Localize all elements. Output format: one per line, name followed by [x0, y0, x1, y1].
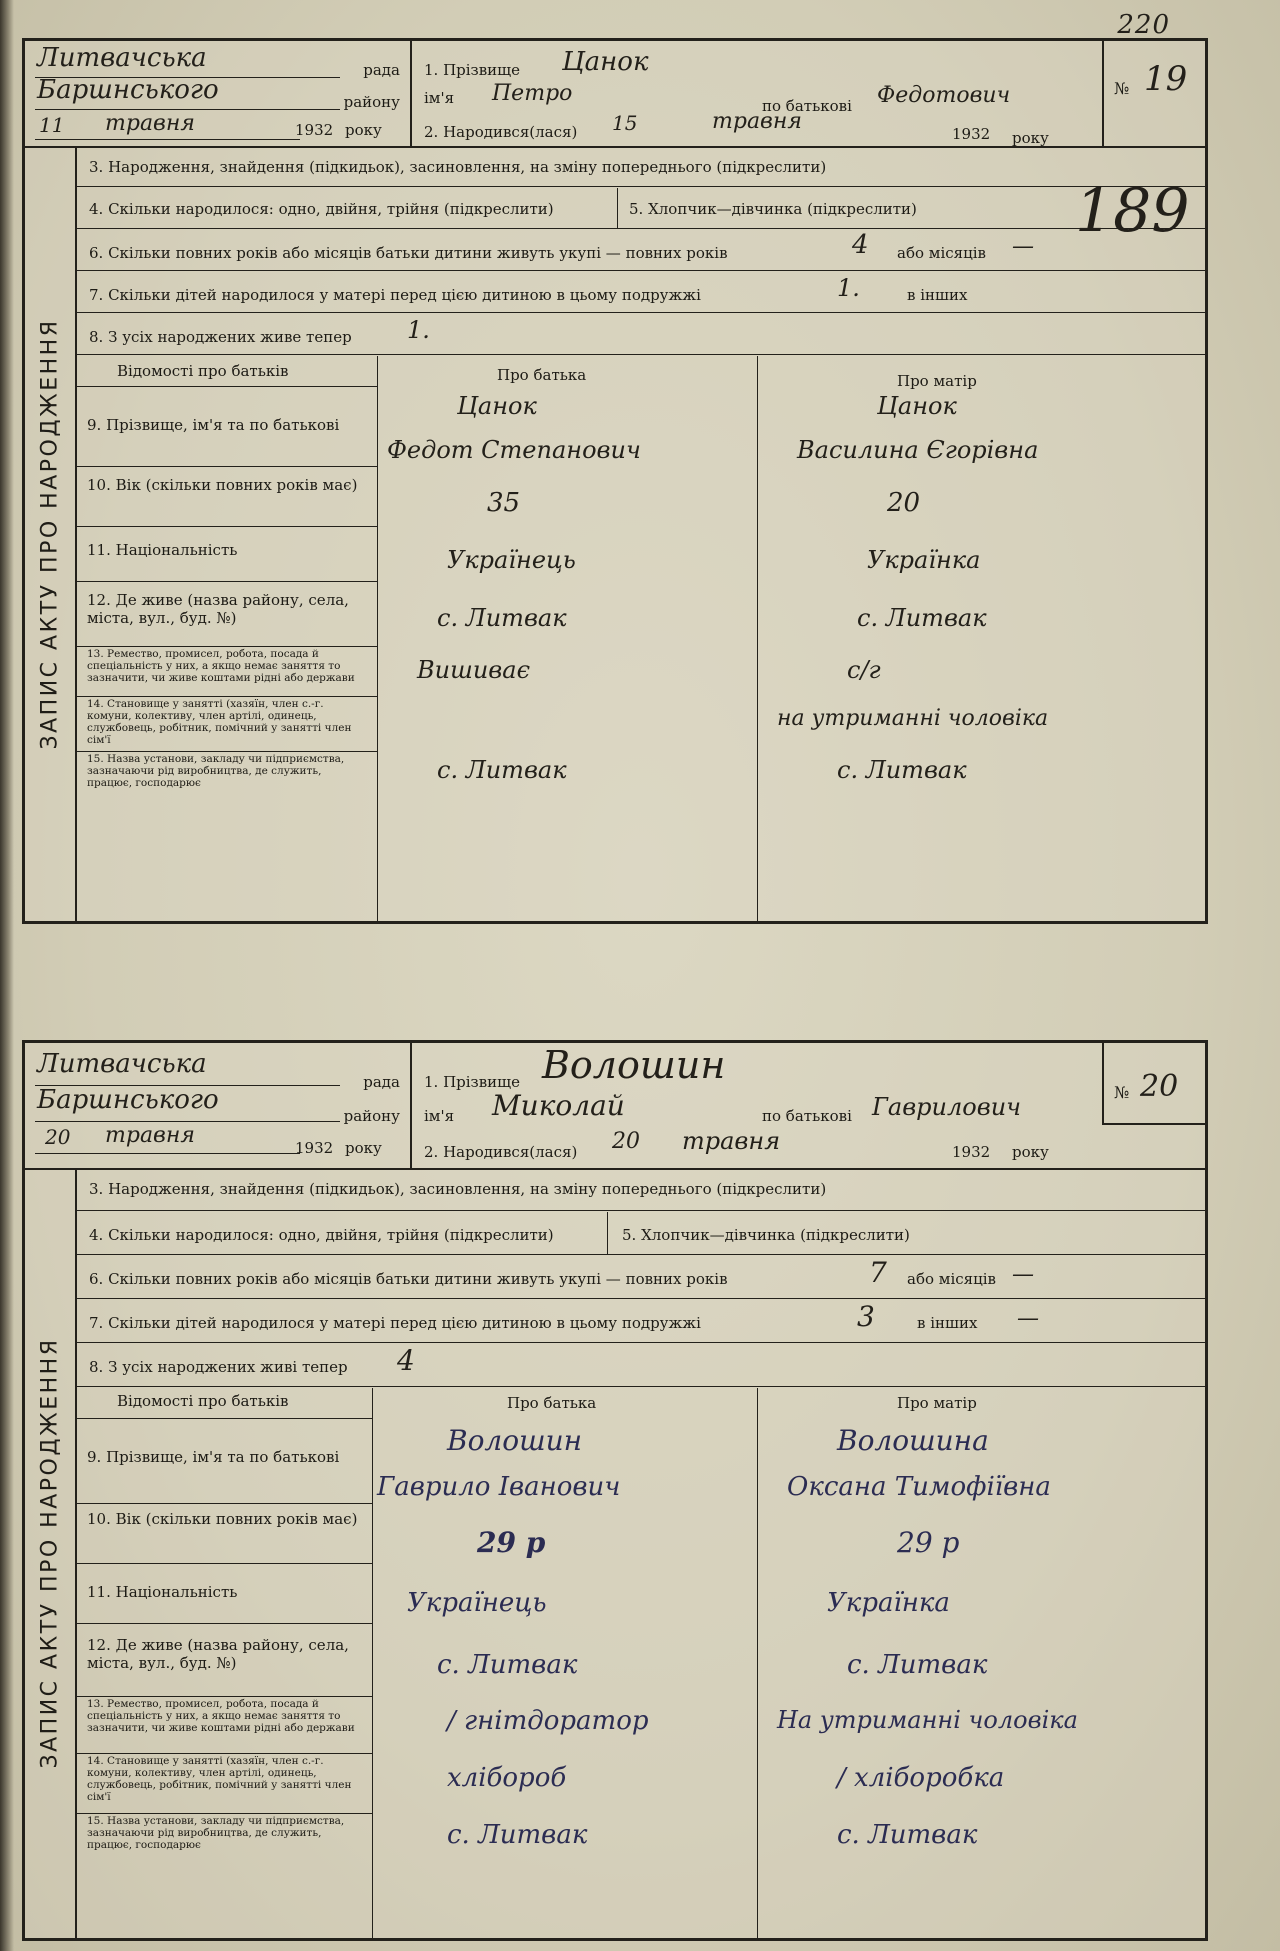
mother-residence: с. Литвак: [847, 1650, 988, 1680]
parents-table: [77, 1388, 1205, 1938]
q10-label: 10. Вік (скільки повних років має): [87, 476, 358, 494]
row-4: [77, 1212, 1205, 1255]
row-3: [77, 1168, 1205, 1211]
q14-label: 14. Становище у занятті (хазяїн, член с.-г. комуни, колективу, член артілі, одинець, службовець, робітник, помічний у занятті член сім'ї: [87, 698, 352, 746]
q13-rule: [77, 646, 377, 647]
row-4-divider: [607, 1212, 608, 1254]
surname-handwritten: Цанок: [562, 47, 649, 77]
record-number-block: [1102, 1043, 1205, 1125]
council-label: рада: [363, 1073, 400, 1091]
q15-rule: [77, 1813, 372, 1814]
father-age: 35: [487, 488, 521, 518]
q9-label: 9. Прізвище, ім'я та по батькові: [87, 1448, 340, 1466]
father-nationality: Українець: [447, 546, 576, 574]
father-nationality: Українець: [407, 1588, 547, 1618]
q12-label: 12. Де живе (назва району, села, міста, вул., буд. №): [87, 1636, 349, 1672]
row-8: [77, 1344, 1205, 1387]
col-head-father: Про батька: [497, 366, 587, 384]
mother-nationality: Українка: [827, 1588, 950, 1618]
father-workplace: с. Литвак: [447, 1820, 588, 1850]
name-handwritten: Миколай: [492, 1089, 625, 1122]
q11-label: 11. Національність: [87, 1583, 238, 1601]
date-day-handwritten: 20: [45, 1125, 71, 1149]
father-name: Федот Степанович: [387, 436, 641, 464]
date-month-handwritten: травня: [105, 1123, 195, 1148]
q13-label: 13. Ремество, промисел, робота, посада й спеціальність у них, а якщо немає заняття то зазначити, чи живе коштами рідні або держави: [87, 648, 355, 684]
q14-rule: [77, 1753, 372, 1754]
district-label: району: [343, 1107, 400, 1125]
line-6-months-label: або місяців: [907, 1270, 996, 1288]
side-title: ЗАПИС АКТУ ПРО НАРОДЖЕННЯ: [37, 318, 63, 749]
born-year: 1932: [952, 125, 991, 143]
line-3-text: 3. Народження, знайдення (підкидьок), засиновлення, на зміну попереднього (підкреслити): [89, 1180, 827, 1198]
col-head-mother: Про матір: [897, 372, 977, 390]
mother-name: Василина Єгорівна: [797, 436, 1039, 464]
mother-surname: Цанок: [877, 392, 957, 420]
born-day-handwritten: 15: [612, 111, 638, 135]
mother-name: Оксана Тимофіївна: [787, 1472, 1051, 1502]
record-number-label: №: [1114, 1083, 1130, 1102]
line-5-text: 5. Хлопчик—дівчинка (підкреслити): [622, 1226, 910, 1244]
mother-residence: с. Литвак: [857, 604, 987, 632]
q14-rule: [77, 696, 377, 697]
q11-rule: [77, 1563, 372, 1564]
date-line: [35, 1153, 300, 1154]
mother-age: 29 р: [897, 1526, 960, 1559]
line-7-other-handwritten: —: [1017, 1306, 1039, 1331]
record-number-block: [1102, 41, 1205, 146]
line-3-text: 3. Народження, знайдення (підкидьок), засиновлення, на зміну попереднього (підкреслити): [89, 158, 827, 176]
q11-rule: [77, 526, 377, 527]
date-month-handwritten: травня: [105, 111, 195, 136]
line-6-text: 6. Скільки повних років або місяців батьки дитини живуть укупі — повних років: [89, 1270, 728, 1288]
mother-status: / хліборобка: [837, 1763, 1005, 1793]
q12-rule: [77, 1623, 372, 1624]
q15-rule: [77, 751, 377, 752]
born-day-handwritten: 20: [612, 1129, 640, 1154]
parents-col-divider-1: [372, 1388, 373, 1938]
date-suffix: року: [345, 1139, 382, 1157]
father-residence: с. Литвак: [437, 604, 567, 632]
name-label: ім'я: [424, 1107, 455, 1125]
born-label: 2. Народився(лася): [424, 123, 578, 141]
record-header: [25, 41, 1205, 148]
patronymic-handwritten: Гаврилович: [872, 1093, 1022, 1121]
record-number-handwritten: 19: [1144, 59, 1188, 99]
line-6-text: 6. Скільки повних років або місяців батьки дитини живуть укупі — повних років: [89, 244, 728, 262]
row-3: [77, 146, 1205, 187]
district-handwritten: Баршнського: [37, 75, 219, 105]
row-7: [77, 272, 1205, 313]
q15-label: 15. Назва установи, закладу чи підприємства, зазначаючи рід виробництва, де служить, працює, господарює: [87, 1815, 345, 1851]
name-handwritten: Петро: [492, 81, 573, 106]
mother-occupation: На утриманні чоловіка: [777, 1706, 1078, 1734]
child-identity-block: [412, 1043, 1102, 1168]
col-head-father: Про батька: [507, 1394, 597, 1412]
parents-col-divider-2: [757, 356, 758, 921]
mother-occupation: с/г: [847, 656, 881, 684]
father-workplace: с. Литвак: [437, 756, 567, 784]
line-8-text: 8. З усіх народжених живі тепер: [89, 1358, 348, 1376]
line-4-text: 4. Скільки народилося: одно, двійня, трійня (підкреслити): [89, 200, 554, 218]
born-month-handwritten: травня: [712, 109, 802, 134]
born-suffix: року: [1012, 1143, 1049, 1161]
registry-office-block: [25, 41, 412, 146]
line-6-years-handwritten: 4: [852, 230, 869, 260]
father-surname: Волошин: [447, 1424, 583, 1457]
father-name: Гаврило Іванович: [377, 1472, 621, 1502]
q9-rule: [77, 1418, 372, 1419]
q9-label: 9. Прізвище, ім'я та по батькові: [87, 416, 340, 434]
child-identity-block: [412, 41, 1102, 146]
district-line: [35, 109, 340, 110]
parents-col-divider-2: [757, 1388, 758, 1938]
q11-label: 11. Національність: [87, 541, 238, 559]
line-7-other-label: в інших: [917, 1314, 978, 1332]
date-year: 1932: [295, 121, 334, 139]
father-status: хлібороб: [447, 1763, 567, 1793]
council-handwritten: Литвачська: [37, 1049, 207, 1079]
q12-rule: [77, 581, 377, 582]
father-residence: с. Литвак: [437, 1650, 578, 1680]
mother-workplace: с. Литвак: [837, 1820, 978, 1850]
row-7: [77, 1300, 1205, 1343]
born-suffix: року: [1012, 129, 1049, 147]
row-8: [77, 314, 1205, 355]
page-number: 220: [1117, 10, 1170, 40]
q14-label: 14. Становище у занятті (хазяїн, член с.-г. комуни, колективу, член артілі, одинець, службовець, робітник, помічний у занятті член сім'ї: [87, 1755, 352, 1803]
row-6: [77, 230, 1205, 271]
surname-handwritten: Волошин: [542, 1043, 726, 1087]
record-number-handwritten: 20: [1140, 1069, 1179, 1104]
q10-label: 10. Вік (скільки повних років має): [87, 1510, 358, 1528]
date-day-handwritten: 11: [39, 113, 65, 137]
birth-record-2: [22, 1040, 1208, 1941]
born-month-handwritten: травня: [682, 1127, 781, 1155]
col-head-mother: Про матір: [897, 1394, 977, 1412]
father-occupation: Вишиває: [417, 656, 531, 684]
line-4-text: 4. Скільки народилося: одно, двійня, трійня (підкреслити): [89, 1226, 554, 1244]
council-label: рада: [363, 61, 400, 79]
mother-status: на утриманні чоловіка: [777, 706, 1049, 731]
council-handwritten: Литвачська: [37, 43, 207, 73]
row-6: [77, 1256, 1205, 1299]
line-8-text: 8. З усіх народжених живе тепер: [89, 328, 352, 346]
row-4-divider: [617, 188, 618, 228]
line-8-handwritten: 4: [397, 1344, 415, 1377]
line-7-text: 7. Скільки дітей народилося у матері перед цією дитиною в цьому подружжі: [89, 1314, 701, 1332]
name-label: ім'я: [424, 89, 455, 107]
col-head-info: Відомості про батьків: [117, 1392, 289, 1410]
q12-label: 12. Де живе (назва району, села, міста, вул., буд. №): [87, 591, 349, 627]
father-age: 29 р: [477, 1526, 546, 1559]
surname-label: 1. Прізвище: [424, 1073, 521, 1091]
side-title-box: [25, 1168, 77, 1938]
q10-rule: [77, 1503, 372, 1504]
line-7-handwritten: 3: [857, 1300, 875, 1333]
born-label: 2. Народився(лася): [424, 1143, 578, 1161]
side-title: ЗАПИС АКТУ ПРО НАРОДЖЕННЯ: [37, 1337, 63, 1769]
mother-surname: Волошина: [837, 1424, 989, 1457]
line-7-handwritten: 1.: [837, 274, 860, 302]
col-head-info: Відомості про батьків: [117, 362, 289, 380]
father-surname: Цанок: [457, 392, 537, 420]
line-6-years-handwritten: 7: [869, 1256, 887, 1289]
patronymic-label: по батькові: [762, 97, 852, 115]
date-line: [35, 139, 300, 140]
birth-record-1: [22, 38, 1208, 924]
parents-col-divider-1: [377, 356, 378, 921]
q13-rule: [77, 1696, 372, 1697]
q10-rule: [77, 466, 377, 467]
patronymic-handwritten: Федотович: [877, 83, 1011, 108]
record-header: [25, 1043, 1205, 1170]
side-title-box: [25, 146, 77, 921]
book-spine-shadow: [0, 0, 14, 1951]
born-year: 1932: [952, 1143, 991, 1161]
q9-rule: [77, 386, 377, 387]
mother-nationality: Українка: [867, 546, 981, 574]
margin-note-handwritten: 189: [1075, 176, 1190, 246]
patronymic-label: по батькові: [762, 1107, 852, 1125]
father-occupation: / гнітдоратор: [447, 1706, 649, 1736]
row-4: [77, 188, 1205, 229]
line-6-months-label: або місяців: [897, 244, 986, 262]
surname-label: 1. Прізвище: [424, 61, 521, 79]
q13-label: 13. Ремество, промисел, робота, посада й спеціальність у них, а якщо немає заняття то зазначити, чи живе коштами рідні або держави: [87, 1698, 355, 1734]
parents-table: [77, 356, 1205, 921]
registry-office-block: [25, 1043, 412, 1168]
date-suffix: року: [345, 121, 382, 139]
line-6-months-handwritten: —: [1012, 234, 1034, 259]
line-6-months-handwritten: —: [1012, 1262, 1034, 1287]
line-8-handwritten: 1.: [407, 316, 430, 344]
q15-label: 15. Назва установи, закладу чи підприємства, зазначаючи рід виробництва, де служить, працює, господарює: [87, 753, 345, 789]
mother-age: 20: [887, 488, 921, 518]
district-line: [35, 1121, 340, 1122]
date-year: 1932: [295, 1139, 334, 1157]
line-7-text: 7. Скільки дітей народилося у матері перед цією дитиною в цьому подружжі: [89, 286, 701, 304]
line-7-other-label: в інших: [907, 286, 968, 304]
line-5-text: 5. Хлопчик—дівчинка (підкреслити): [629, 200, 917, 218]
district-label: району: [343, 93, 400, 111]
district-handwritten: Баршнського: [37, 1085, 219, 1115]
mother-workplace: с. Литвак: [837, 756, 967, 784]
record-number-label: №: [1114, 79, 1130, 98]
